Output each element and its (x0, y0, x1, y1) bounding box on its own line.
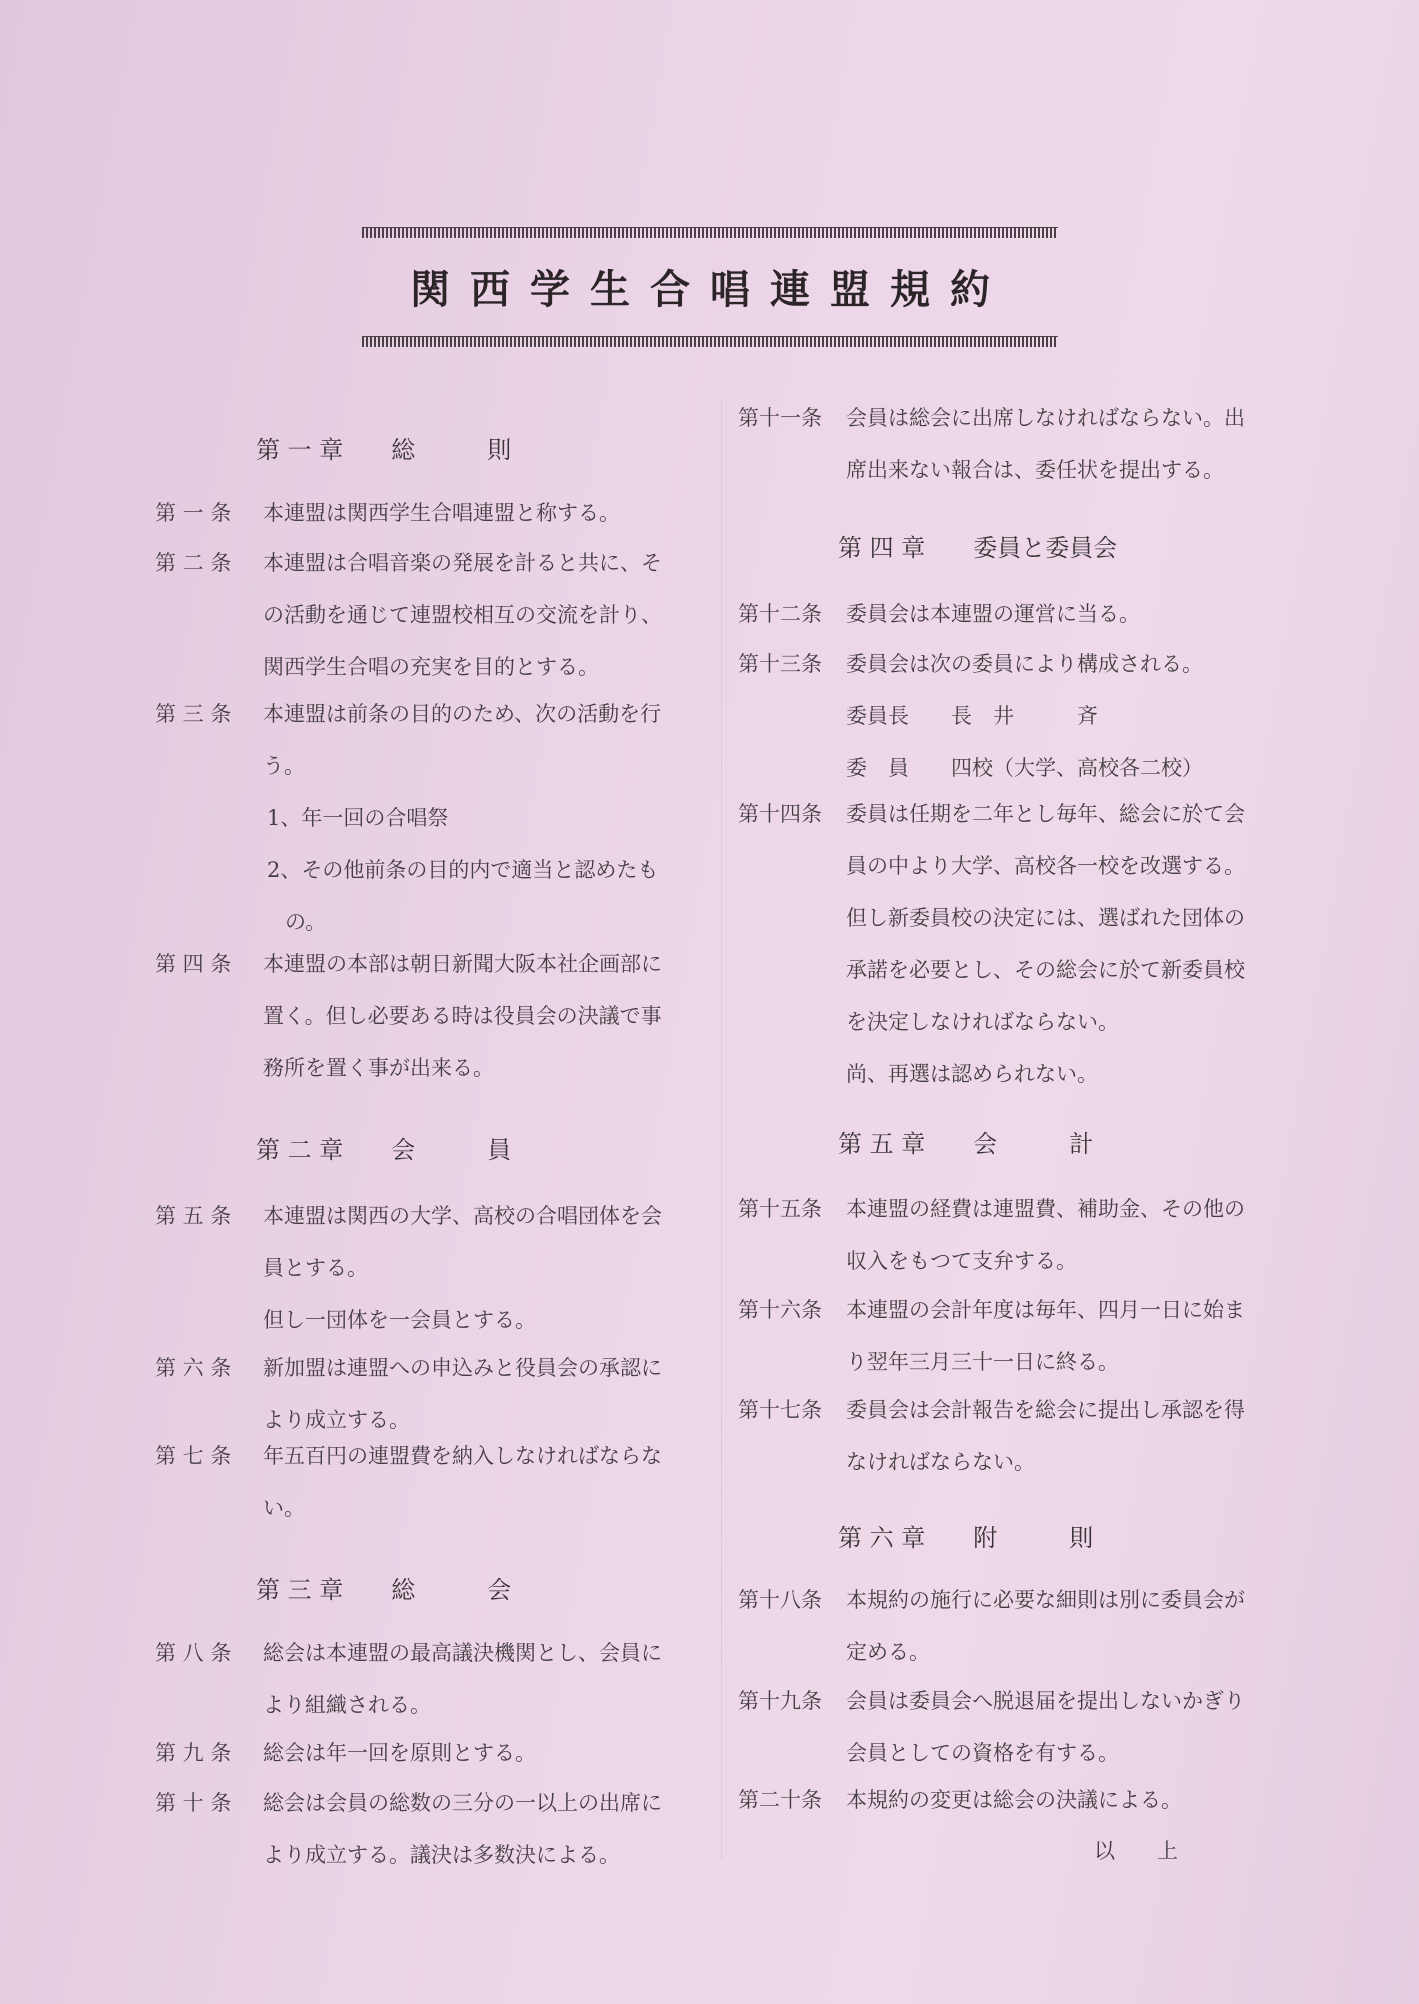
article-number: 第 六 条 (155, 1356, 232, 1380)
column-divider (721, 400, 722, 1860)
article-list-item: 2、その他前条の目的内で適当と認めたも (267, 858, 659, 882)
article-text-line: 但し新委員校の決定には、選ばれた団体の (846, 906, 1245, 930)
article-text-line: 員の中より大学、高校各一校を改選する。 (846, 854, 1245, 878)
article-text-line: 委員会は次の委員により構成される。 (846, 652, 1203, 676)
article-text-line: の活動を通じて連盟校相互の交流を計り、 (263, 603, 662, 627)
article-text-line: り翌年三月三十一日に終る。 (846, 1350, 1119, 1374)
article-number: 第十三条 (738, 652, 822, 676)
chapter-heading-2: 第 二 章 会 員 (256, 1136, 512, 1164)
article-text-line: 本規約の施行に必要な細則は別に委員会が (846, 1588, 1245, 1612)
title-top-rule (362, 227, 1058, 238)
article-text-line: を決定しなければならない。 (846, 1010, 1119, 1034)
chapter-heading-6: 第 六 章 附 則 (838, 1524, 1094, 1552)
article-text-line: 総会は年一回を原則とする。 (263, 1741, 536, 1765)
article-number: 第 四 条 (155, 952, 232, 976)
committee-members-line: 委 員 四校（大学、高校各二校） (846, 756, 1203, 780)
article-number: 第十四条 (738, 802, 822, 826)
article-text-line: う。 (263, 754, 305, 778)
article-number: 第二十条 (738, 1788, 822, 1812)
article-text-line: 本連盟の経費は連盟費、補助金、その他の (846, 1197, 1245, 1221)
article-text-line: より成立する。 (263, 1408, 410, 1432)
article-text-line: 務所を置く事が出来る。 (263, 1056, 494, 1080)
chapter-heading-1: 第 一 章 総 則 (256, 436, 512, 464)
article-text-line: 会員としての資格を有する。 (846, 1741, 1119, 1765)
article-text-line: 席出来ない報合は、委任状を提出する。 (846, 458, 1224, 482)
article-text-line: 本連盟は関西の大学、高校の合唱団体を会 (263, 1204, 662, 1228)
article-text-line: 本連盟は前条の目的のため、次の活動を行 (263, 702, 662, 726)
article-number: 第十七条 (738, 1398, 822, 1422)
chapter-heading-3: 第 三 章 総 会 (256, 1576, 512, 1604)
article-number: 第十九条 (738, 1689, 822, 1713)
article-text-line: 新加盟は連盟への申込みと役員会の承認に (263, 1356, 662, 1380)
title-bottom-rule (362, 336, 1058, 347)
document-title: 関西学生合唱連盟規約 (410, 267, 1010, 313)
article-number: 第 五 条 (155, 1204, 232, 1228)
article-text-line: 本規約の変更は総会の決議による。 (846, 1788, 1182, 1812)
chapter-heading-4: 第 四 章 委員と委員会 (838, 534, 1118, 562)
article-text-line: より組織される。 (263, 1693, 431, 1717)
article-text-line: 収入をもつて支弁する。 (846, 1249, 1077, 1273)
article-text-line: 本連盟の本部は朝日新聞大阪本社企画部に (263, 952, 662, 976)
article-text-line: い。 (263, 1496, 305, 1520)
article-text-line: 委員は任期を二年とし毎年、総会に於て会 (846, 802, 1245, 826)
article-text-line: 承諾を必要とし、その総会に於て新委員校 (846, 958, 1245, 982)
article-number: 第 七 条 (155, 1444, 232, 1468)
article-text-line: 総会は本連盟の最高議決機関とし、会員に (263, 1641, 662, 1665)
article-text-line: 員とする。 (263, 1256, 368, 1280)
article-number: 第十一条 (738, 406, 822, 430)
chapter-heading-5: 第 五 章 会 計 (838, 1130, 1094, 1158)
article-text-line: 関西学生合唱の充実を目的とする。 (263, 655, 599, 679)
article-text-line: 本連盟の会計年度は毎年、四月一日に始ま (846, 1298, 1245, 1322)
article-text-line: 会員は総会に出席しなければならない。出 (846, 406, 1245, 430)
article-text-line: 置く。但し必要ある時は役員会の決議で事 (263, 1004, 662, 1028)
article-text-line: の。 (285, 910, 327, 934)
article-text-line: 会員は委員会へ脱退届を提出しないかぎり (846, 1689, 1245, 1713)
article-number: 第 二 条 (155, 551, 232, 575)
article-number: 第十二条 (738, 602, 822, 626)
article-text-line: 総会は会員の総数の三分の一以上の出席に (263, 1791, 662, 1815)
article-number: 第 一 条 (155, 501, 232, 525)
article-number: 第 三 条 (155, 702, 232, 726)
article-text-line: 本連盟は合唱音楽の発展を計ると共に、そ (263, 551, 662, 575)
committee-chair-line: 委員長 長 井 斉 (846, 704, 1098, 728)
article-text-line: 定める。 (846, 1640, 930, 1664)
article-text-line: なければならない。 (846, 1450, 1035, 1474)
article-text-line: 委員会は会計報告を総会に提出し承認を得 (846, 1398, 1245, 1422)
article-number: 第 十 条 (155, 1791, 232, 1815)
article-text-line: 年五百円の連盟費を納入しなければならな (263, 1444, 662, 1468)
article-number: 第十五条 (738, 1197, 822, 1221)
article-text-line: 尚、再選は認められない。 (846, 1062, 1098, 1086)
closing-mark: 以 上 (1094, 1839, 1178, 1863)
article-text-line: より成立する。議決は多数決による。 (263, 1843, 620, 1867)
article-text-line: 委員会は本連盟の運営に当る。 (846, 602, 1140, 626)
article-number: 第 八 条 (155, 1641, 232, 1665)
article-text-line: 但し一団体を一会員とする。 (263, 1308, 536, 1332)
article-number: 第 九 条 (155, 1741, 232, 1765)
article-list-item: 1、年一回の合唱祭 (267, 806, 449, 830)
article-text-line: 本連盟は関西学生合唱連盟と称する。 (263, 501, 620, 525)
article-number: 第十六条 (738, 1298, 822, 1322)
article-number: 第十八条 (738, 1588, 822, 1612)
